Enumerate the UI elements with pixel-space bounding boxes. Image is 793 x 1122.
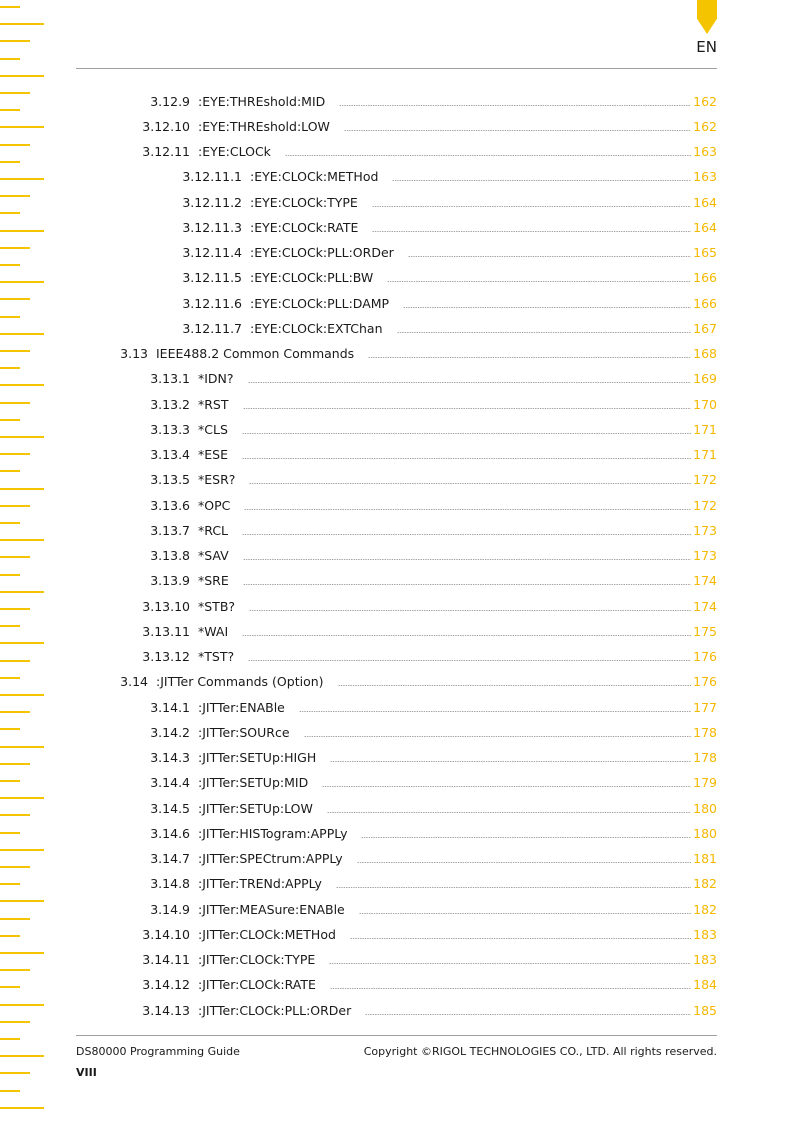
toc-entry-number: 3.14.8 xyxy=(150,876,190,892)
toc-entry[interactable] xyxy=(176,191,717,213)
toc-entry-page[interactable]: 172 xyxy=(693,497,717,513)
ruler-tick xyxy=(0,556,30,558)
toc-leader-dots xyxy=(361,837,691,838)
toc-entry-title: :JITTer:CLOCk:RATE xyxy=(198,977,316,993)
toc-entry-number: 3.14.2 xyxy=(150,724,190,740)
toc-entry[interactable] xyxy=(140,999,717,1021)
toc-entry-title: :JITTer:SPECtrum:APPLy xyxy=(198,851,343,866)
ruler-tick xyxy=(0,849,44,851)
toc-entry-title: *STB? xyxy=(198,598,236,614)
toc-entry-number: 3.14.4 xyxy=(150,775,190,791)
toc-entry[interactable] xyxy=(140,646,717,668)
toc-entry-title: :JITTer:SOURce xyxy=(198,724,290,740)
toc-entry[interactable] xyxy=(140,141,717,163)
ruler-tick xyxy=(0,470,20,472)
toc-leader-dots xyxy=(299,711,691,712)
toc-leader-dots xyxy=(243,559,691,560)
ruler-tick xyxy=(0,230,44,232)
toc-entry-title: :JITTer:CLOCk:METHod xyxy=(198,926,336,942)
toc-entry-number: 3.12.9 xyxy=(150,93,190,109)
toc-leader-dots xyxy=(392,180,691,181)
toc-entry[interactable] xyxy=(140,747,717,769)
toc-leader-dots xyxy=(372,231,691,232)
toc-entry-title: :EYE:CLOCk:TYPE xyxy=(250,194,358,210)
ruler-tick xyxy=(0,763,30,765)
toc-entry-number: 3.14.1 xyxy=(150,699,190,715)
toc-entry[interactable] xyxy=(140,797,717,819)
toc-entry-number: 3.14.11 xyxy=(142,952,190,967)
toc-entry-page[interactable]: 164 xyxy=(693,219,717,235)
ruler-tick xyxy=(0,505,30,507)
toc-leader-dots xyxy=(408,256,691,257)
toc-entry-title: :JITTer:CLOCk:TYPE xyxy=(198,952,316,967)
toc-leader-dots xyxy=(304,736,691,737)
toc-entry-number: 3.12.11.2 xyxy=(182,194,242,210)
toc-entry[interactable] xyxy=(140,519,717,541)
toc-entry-title: :JITTer:SETUp:LOW xyxy=(198,800,313,816)
toc-entry[interactable] xyxy=(176,166,717,188)
toc-entry-title: :EYE:CLOCk xyxy=(198,144,271,159)
toc-entry-page[interactable]: 167 xyxy=(693,320,717,336)
toc-entry-number: 3.12.10 xyxy=(142,118,190,134)
toc-entry-title: *SAV xyxy=(198,548,229,563)
toc-entry-page[interactable]: 162 xyxy=(693,93,717,109)
toc-leader-dots xyxy=(243,584,691,585)
toc-entry-title: :EYE:THREshold:MID xyxy=(198,93,326,109)
toc-entry-page[interactable]: 168 xyxy=(693,346,717,361)
toc-entry-number: 3.12.11.1 xyxy=(182,169,242,185)
ruler-tick xyxy=(0,832,20,834)
toc-leader-dots xyxy=(339,105,691,106)
ruler-tick xyxy=(0,1021,30,1023)
toc-entry-number: 3.13.11 xyxy=(142,623,190,639)
toc-entry-title: :EYE:THREshold:LOW xyxy=(198,118,330,134)
ruler-tick xyxy=(0,694,44,696)
ruler-tick xyxy=(0,40,30,42)
toc-leader-dots xyxy=(249,483,691,484)
toc-leader-dots xyxy=(242,635,691,636)
toc-entry-number: 3.14.13 xyxy=(142,1002,190,1018)
toc-leader-dots xyxy=(242,534,691,535)
ruler-tick xyxy=(0,952,44,954)
ruler-tick xyxy=(0,402,30,404)
toc-entry-page[interactable]: 172 xyxy=(693,472,717,488)
toc-entry-number: 3.12.11.3 xyxy=(182,219,242,235)
ruler-tick xyxy=(0,539,44,541)
toc-entry-title: :JITTer:CLOCk:PLL:ORDer xyxy=(198,1002,352,1018)
toc-entry-number: 3.13.7 xyxy=(150,522,190,538)
toc-leader-dots xyxy=(329,963,691,964)
toc-leader-dots xyxy=(357,862,691,863)
language-tab xyxy=(697,0,717,34)
toc-entry[interactable] xyxy=(140,444,717,466)
ruler-tick xyxy=(0,453,30,455)
toc-leader-dots xyxy=(359,913,691,914)
ruler-tick xyxy=(0,281,44,283)
toc-entry[interactable] xyxy=(140,974,717,996)
page-number: VIII xyxy=(76,1066,97,1079)
ruler-tick xyxy=(0,316,20,318)
toc-entry[interactable] xyxy=(176,216,717,238)
toc-leader-dots xyxy=(242,458,691,459)
toc-entry-number: 3.14.7 xyxy=(150,851,190,866)
ruler-tick xyxy=(0,522,20,524)
toc-entry-page[interactable]: 184 xyxy=(693,977,717,993)
toc-entry-page[interactable]: 183 xyxy=(693,926,717,942)
ruler-tick xyxy=(0,1004,44,1006)
toc-entry-number: 3.13.1 xyxy=(150,371,190,387)
ruler-tick xyxy=(0,384,44,386)
toc-entry[interactable] xyxy=(140,90,717,112)
toc-entry-title: *SRE xyxy=(198,573,229,589)
toc-entry-title: *RST xyxy=(198,396,229,412)
toc-entry-page[interactable]: 182 xyxy=(693,901,717,917)
toc-entry-page[interactable]: 174 xyxy=(693,598,717,614)
ruler-tick xyxy=(0,608,30,610)
footer-divider xyxy=(76,1035,717,1036)
toc-entry-title: :EYE:CLOCk:METHod xyxy=(250,169,379,185)
ruler-tick xyxy=(0,797,44,799)
toc-entry-page[interactable]: 169 xyxy=(693,371,717,387)
toc-entry[interactable] xyxy=(140,494,717,516)
toc-entry[interactable] xyxy=(140,570,717,592)
toc-entry-number: 3.12.11 xyxy=(142,144,190,159)
toc-entry-number: 3.13.5 xyxy=(150,472,190,488)
ruler-tick xyxy=(0,935,20,937)
toc-entry-page[interactable]: 176 xyxy=(693,674,717,690)
ruler-tick xyxy=(0,1090,20,1092)
ruler-tick xyxy=(0,161,20,163)
toc-entry-number: 3.14.5 xyxy=(150,800,190,816)
ruler-tick xyxy=(0,711,30,713)
ruler-tick xyxy=(0,264,20,266)
margin-ruler xyxy=(0,0,48,1122)
toc-entry-title: :EYE:CLOCk:PLL:BW xyxy=(250,270,374,286)
ruler-tick xyxy=(0,436,44,438)
toc-leader-dots xyxy=(338,685,691,686)
toc-leader-dots xyxy=(248,382,691,383)
ruler-tick xyxy=(0,247,30,249)
ruler-tick xyxy=(0,212,20,214)
footer-copyright: Copyright ©RIGOL TECHNOLOGIES CO., LTD. All rights reserved. xyxy=(363,1045,717,1058)
toc-entry[interactable] xyxy=(140,696,717,718)
toc-leader-dots xyxy=(249,610,691,611)
ruler-tick xyxy=(0,350,30,352)
toc-entry-page[interactable]: 178 xyxy=(693,724,717,740)
toc-leader-dots xyxy=(350,938,691,939)
toc-entry-page[interactable]: 179 xyxy=(693,775,717,791)
toc-entry-number: 3.14.3 xyxy=(150,750,190,765)
toc-entry-number: 3.13.3 xyxy=(150,421,190,437)
toc-entry-page[interactable]: 163 xyxy=(693,144,717,159)
toc-entry-title: *ESE xyxy=(198,447,228,462)
toc-entry-page[interactable]: 162 xyxy=(693,118,717,134)
toc-entry[interactable] xyxy=(140,620,717,642)
toc-entry-number: 3.14.12 xyxy=(142,977,190,993)
toc-leader-dots xyxy=(242,433,691,434)
toc-entry[interactable] xyxy=(140,393,717,415)
ruler-tick xyxy=(0,1107,44,1109)
toc-entry-title: :JITTer:HISTogram:APPLy xyxy=(198,825,348,841)
ruler-tick xyxy=(0,660,30,662)
ruler-tick xyxy=(0,1038,20,1040)
ruler-tick xyxy=(0,642,44,644)
ruler-tick xyxy=(0,92,30,94)
ruler-tick xyxy=(0,58,20,60)
ruler-tick xyxy=(0,986,20,988)
toc-entry-title: :JITTer:MEASure:ENABle xyxy=(198,901,345,917)
toc-entry-number: 3.12.11.4 xyxy=(182,245,242,260)
toc-entry[interactable] xyxy=(140,822,717,844)
toc-entry[interactable] xyxy=(140,368,717,390)
toc-entry-number: 3.12.11.6 xyxy=(182,295,242,311)
toc-entry-page[interactable]: 180 xyxy=(693,825,717,841)
ruler-tick xyxy=(0,195,30,197)
toc-entry-title: *RCL xyxy=(198,522,229,538)
toc-entry[interactable] xyxy=(140,923,717,945)
toc-entry[interactable] xyxy=(140,721,717,743)
toc-entry-title: :EYE:CLOCk:PLL:ORDer xyxy=(250,245,394,260)
toc-leader-dots xyxy=(368,357,691,358)
toc-entry[interactable] xyxy=(140,469,717,491)
toc-entry-number: 3.14.6 xyxy=(150,825,190,841)
toc-entry-page[interactable]: 183 xyxy=(693,952,717,967)
toc-entry-page[interactable]: 173 xyxy=(693,548,717,563)
toc-entry-title: *CLS xyxy=(198,421,228,437)
ruler-tick xyxy=(0,1055,44,1057)
toc-entry-title: *WAI xyxy=(198,623,229,639)
toc-entry-page[interactable]: 163 xyxy=(693,169,717,185)
toc-entry-page[interactable]: 177 xyxy=(693,699,717,715)
toc-entry-page[interactable]: 164 xyxy=(693,194,717,210)
ruler-tick xyxy=(0,814,30,816)
toc-entry[interactable] xyxy=(140,949,717,971)
toc-entry[interactable] xyxy=(140,848,717,870)
toc-entry[interactable] xyxy=(140,115,717,137)
toc-entry-page[interactable]: 171 xyxy=(693,421,717,437)
toc-entry-number: 3.13.10 xyxy=(142,598,190,614)
ruler-tick xyxy=(0,23,44,25)
toc-entry-title: *OPC xyxy=(198,497,231,513)
toc-entry-page[interactable]: 178 xyxy=(693,750,717,765)
toc-entry-number: 3.14.9 xyxy=(150,901,190,917)
toc-leader-dots xyxy=(330,761,691,762)
ruler-tick xyxy=(0,918,30,920)
toc-leader-dots xyxy=(322,786,691,787)
toc-leader-dots xyxy=(403,307,691,308)
toc-leader-dots xyxy=(336,887,691,888)
toc-entry-title: *IDN? xyxy=(198,371,234,387)
ruler-tick xyxy=(0,625,20,627)
ruler-tick xyxy=(0,6,20,8)
toc-entry-number: 3.13.6 xyxy=(150,497,190,513)
toc-leader-dots xyxy=(244,509,691,510)
toc-entry-title: :JITTer:ENABle xyxy=(198,699,285,715)
toc-entry[interactable] xyxy=(140,898,717,920)
ruler-tick xyxy=(0,75,44,77)
ruler-tick xyxy=(0,746,44,748)
ruler-tick xyxy=(0,1072,30,1074)
toc-entry-page[interactable]: 174 xyxy=(693,573,717,589)
toc-entry[interactable] xyxy=(176,242,717,264)
toc-entry-page[interactable]: 185 xyxy=(693,1002,717,1018)
ruler-tick xyxy=(0,780,20,782)
toc-entry-title: *ESR? xyxy=(198,472,236,488)
toc-leader-dots xyxy=(372,206,691,207)
ruler-tick xyxy=(0,178,44,180)
toc-entry-number: 3.13.12 xyxy=(142,649,190,664)
toc-entry-title: :EYE:CLOCk:PLL:DAMP xyxy=(250,295,390,311)
ruler-tick xyxy=(0,367,20,369)
header-divider xyxy=(76,68,717,69)
toc-entry[interactable] xyxy=(140,418,717,440)
toc-leader-dots xyxy=(365,1014,691,1015)
ruler-tick xyxy=(0,900,44,902)
toc-entry-page[interactable]: 175 xyxy=(693,623,717,639)
toc-entry-page[interactable]: 166 xyxy=(693,295,717,311)
toc-leader-dots xyxy=(387,281,691,282)
toc-entry-title: :EYE:CLOCk:RATE xyxy=(250,219,359,235)
toc-entry[interactable] xyxy=(140,595,717,617)
toc-leader-dots xyxy=(285,155,691,156)
toc-leader-dots xyxy=(330,988,691,989)
toc-entry-number: 3.14 xyxy=(120,674,148,690)
toc-entry[interactable] xyxy=(120,671,717,693)
toc-entry-title: *TST? xyxy=(198,649,235,664)
footer-doc-title: DS80000 Programming Guide xyxy=(76,1045,240,1058)
ruler-tick xyxy=(0,883,20,885)
ruler-tick xyxy=(0,109,20,111)
toc-leader-dots xyxy=(248,660,691,661)
toc-entry-page[interactable]: 173 xyxy=(693,522,717,538)
ruler-tick xyxy=(0,126,44,128)
toc-entry-number: 3.12.11.7 xyxy=(182,320,242,336)
toc-entry-number: 3.13.4 xyxy=(150,447,190,462)
ruler-tick xyxy=(0,866,30,868)
toc-entry-page[interactable]: 182 xyxy=(693,876,717,892)
toc-entry-number: 3.13.9 xyxy=(150,573,190,589)
toc-leader-dots xyxy=(327,812,691,813)
toc-entry[interactable] xyxy=(140,545,717,567)
toc-leader-dots xyxy=(397,332,692,333)
toc-entry-title: :JITTer:SETUp:MID xyxy=(198,775,309,791)
toc-entry-title: IEEE488.2 Common Commands xyxy=(156,346,355,361)
toc-entry-page[interactable]: 181 xyxy=(693,851,717,866)
toc-entry-page[interactable]: 180 xyxy=(693,800,717,816)
toc-entry-title: :JITTer:TRENd:APPLy xyxy=(198,876,322,892)
toc-entry[interactable] xyxy=(120,343,717,365)
ruler-tick xyxy=(0,298,30,300)
toc-entry-page[interactable]: 171 xyxy=(693,447,717,462)
toc-entry[interactable] xyxy=(176,292,717,314)
toc-entry-page[interactable]: 176 xyxy=(693,649,717,664)
toc-entry-page[interactable]: 166 xyxy=(693,270,717,286)
toc-leader-dots xyxy=(243,408,691,409)
toc-entry-title: :JITTer Commands (Option) xyxy=(156,674,324,690)
toc-leader-dots xyxy=(344,130,691,131)
ruler-tick xyxy=(0,969,30,971)
ruler-tick xyxy=(0,144,30,146)
toc-entry-number: 3.13.8 xyxy=(150,548,190,563)
toc-entry-number: 3.12.11.5 xyxy=(182,270,242,286)
toc-entry-number: 3.13.2 xyxy=(150,396,190,412)
toc-entry-number: 3.13 xyxy=(120,346,148,361)
ruler-tick xyxy=(0,333,44,335)
toc-entry-page[interactable]: 165 xyxy=(693,245,717,260)
ruler-tick xyxy=(0,488,44,490)
toc-entry[interactable] xyxy=(176,317,717,339)
toc-entry-title: :JITTer:SETUp:HIGH xyxy=(198,750,317,765)
toc-entry[interactable] xyxy=(140,873,717,895)
ruler-tick xyxy=(0,419,20,421)
ruler-tick xyxy=(0,591,44,593)
toc-entry[interactable] xyxy=(140,772,717,794)
toc-entry-number: 3.14.10 xyxy=(142,926,190,942)
ruler-tick xyxy=(0,728,20,730)
toc-entry-title: :EYE:CLOCk:EXTChan xyxy=(250,320,383,336)
language-label: EN xyxy=(696,38,717,56)
toc-entry[interactable] xyxy=(176,267,717,289)
ruler-tick xyxy=(0,574,20,576)
toc-entry-page[interactable]: 170 xyxy=(693,396,717,412)
ruler-tick xyxy=(0,677,20,679)
